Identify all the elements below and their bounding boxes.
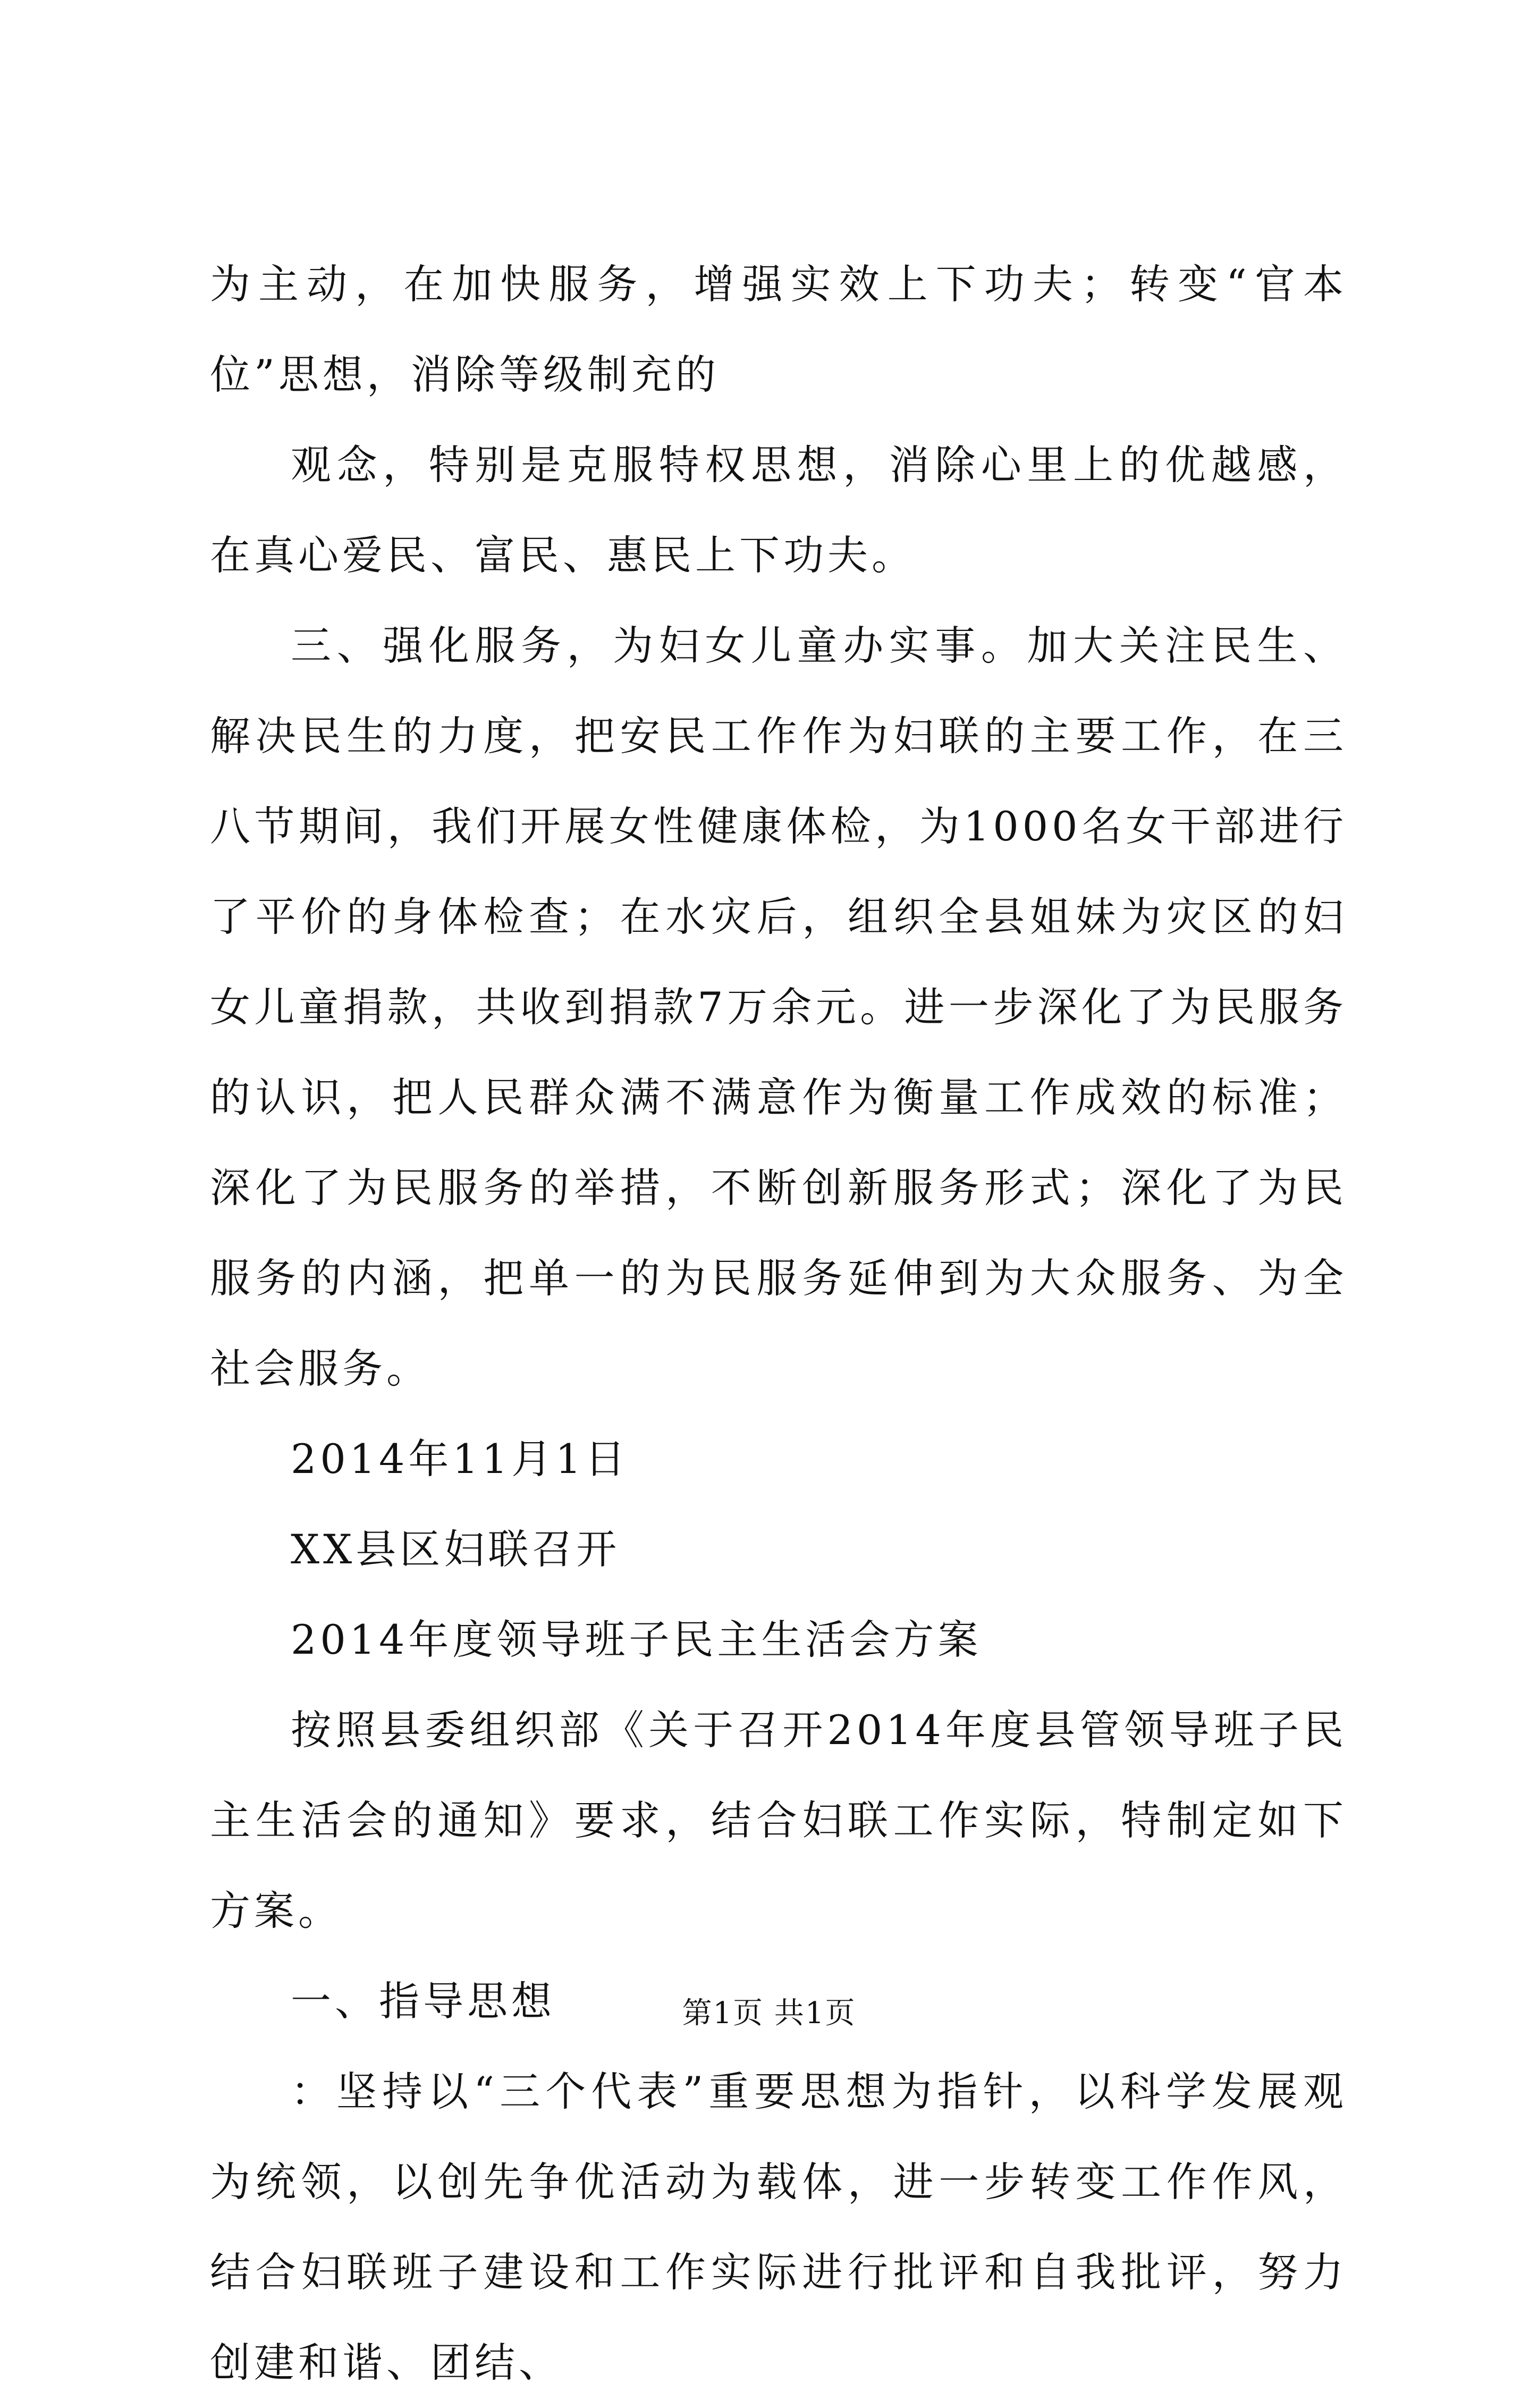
paragraph: 为主动，在加快服务，增强实效上下功夫；转变“官本位”思想，消除等级制充的 xyxy=(210,260,1347,398)
date-line: 2014年11月1日 xyxy=(291,1435,629,1483)
heading-line: XX县区妇联召开 xyxy=(291,1526,621,1573)
heading-line: 2014年度领导班子民主生活会方案 xyxy=(291,1616,982,1663)
paragraph: 观念，特别是克服特权思想，消除心里上的优越感，在真心爱民、富民、惠民上下功夫。 xyxy=(210,441,1347,579)
section-heading: 一、指导思想 xyxy=(291,1977,555,2025)
paragraph: ：坚持以“三个代表”重要思想为指针，以科学发展观为统领，以创先争优活动为载体，进一步转变工作作风，结合妇联班子建设和工作实际进行批评和自我批评，努力创建和谐、团结、 xyxy=(210,2068,1347,2386)
document-body xyxy=(210,239,1347,2408)
page-footer: 第1页 共1页 xyxy=(682,1996,856,2031)
paragraph: 三、强化服务，为妇女儿童办实事。加大关注民生、解决民生的力度，把安民工作作为妇联的主要工作，在三八节期间，我们开展女性健康体检，为1000名女干部进行了平价的身体检查；在水灾后，组织全县姐妹为灾区的妇女儿童捐款，共收到捐款7万余元。进一步深化了为民服务的认识，把人民群众满不满意作为衡量工作成效的标准；深化了为民服务的举措，不断创新服务形式；深化了为民服务的内涵，把单一的为民服务延伸到为大众服务、为全社会服务。 xyxy=(210,622,1347,1392)
paragraph: 按照县委组织部《关于召开2014年度县管领导班子民主生活会的通知》要求，结合妇联工作实际，特制定如下方案。 xyxy=(210,1706,1347,1934)
